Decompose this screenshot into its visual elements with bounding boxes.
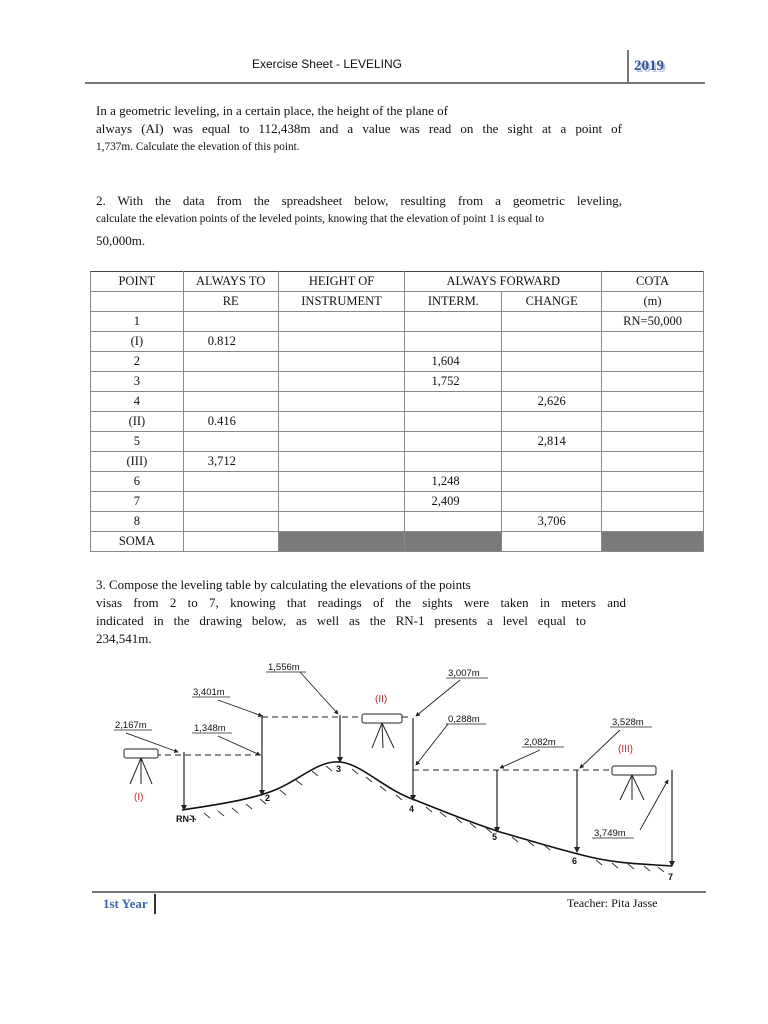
table-cell: 8 <box>91 512 184 532</box>
col-point: POINT <box>91 272 184 292</box>
col-cota-2: (m) <box>602 292 704 312</box>
header-rule <box>85 82 705 84</box>
table-cell <box>278 432 405 452</box>
table-sum-row <box>91 532 704 552</box>
footer-divider <box>154 894 156 914</box>
table-row <box>91 432 704 452</box>
table-cell <box>183 432 278 452</box>
table-cell <box>405 432 502 452</box>
leader-r8 <box>580 730 620 768</box>
reading-label: 0,288m <box>448 714 480 725</box>
col-height-1: HEIGHT OF <box>278 272 405 292</box>
col-backsight-2: RE <box>183 292 278 312</box>
table-row <box>91 392 704 412</box>
reading-label: 3,528m <box>612 717 644 728</box>
table-cell: (II) <box>91 412 184 432</box>
table-cell <box>502 352 602 372</box>
table-cell: 2,626 <box>502 392 602 412</box>
station-label: (II) <box>375 694 388 705</box>
table-row <box>91 492 704 512</box>
point-label: 5 <box>492 832 498 842</box>
table-cell <box>602 492 704 512</box>
exercise-2 <box>96 192 622 250</box>
footer-year: 1st Year <box>103 896 148 911</box>
header-year: 2019 <box>634 58 664 74</box>
reading-label: 2,167m <box>115 720 147 731</box>
table-cell: 1,248 <box>405 472 502 492</box>
table-cell <box>502 472 602 492</box>
table-cell <box>602 372 704 392</box>
table-cell <box>183 472 278 492</box>
table-cell <box>405 452 502 472</box>
leader-r9 <box>640 780 668 830</box>
level-instrument-1 <box>124 749 158 784</box>
footer-rule <box>92 891 706 893</box>
ex3-line2: visas from 2 to 7, knowing that readings of the sights were taken in meters and <box>96 595 626 610</box>
table-cell <box>278 452 405 472</box>
table-cell <box>278 512 405 532</box>
table-cell <box>502 312 602 332</box>
table-cell <box>405 392 502 412</box>
table-row <box>91 312 704 332</box>
col-forward: ALWAYS FORWARD <box>405 272 602 292</box>
table-cell <box>602 452 704 472</box>
leader-r7 <box>500 750 540 768</box>
sum-cell-shaded <box>405 532 502 552</box>
station-label: (III) <box>618 744 633 755</box>
point-label: 6 <box>572 856 578 866</box>
sum-label: SOMA <box>91 532 184 552</box>
table-cell <box>405 332 502 352</box>
ex2-line1: 2. With the data from the spreadsheet below, resulting from a geometric leveling, <box>96 193 622 208</box>
table-row <box>91 472 704 492</box>
footer-teacher: Teacher: Pita Jasse <box>567 896 658 910</box>
table-row <box>91 452 704 472</box>
table-cell <box>183 392 278 412</box>
level-instrument-2 <box>362 714 402 748</box>
table-cell <box>183 312 278 332</box>
leader-r1 <box>300 672 338 714</box>
ex2-line2: calculate the elevation points of the leveled points, knowing that the elevation of point 1 is equal to <box>96 213 544 225</box>
table-row <box>91 352 704 372</box>
point-label: 7 <box>668 872 674 882</box>
col-backsight-1: ALWAYS TO <box>183 272 278 292</box>
table-cell <box>278 492 405 512</box>
table-cell: 1,752 <box>405 372 502 392</box>
table-cell: 4 <box>91 392 184 412</box>
col-height-2: INSTRUMENT <box>278 292 405 312</box>
terrain-hatching <box>190 766 664 872</box>
table-cell: 2,814 <box>502 432 602 452</box>
table-cell <box>602 472 704 492</box>
table-cell: 1 <box>91 312 184 332</box>
table-cell: 0.812 <box>183 332 278 352</box>
reading-label: 2,082m <box>524 737 556 748</box>
table-cell: 2 <box>91 352 184 372</box>
table-cell <box>602 392 704 412</box>
table-cell <box>183 512 278 532</box>
table-cell <box>502 452 602 472</box>
table-cell <box>405 412 502 432</box>
ex1-line2: always (AI) was equal to 112,438m and a value was read on the sight at a point of <box>96 121 622 136</box>
point-label: 4 <box>409 804 415 814</box>
point-label: 3 <box>336 764 342 774</box>
ex3-line3: indicated in the drawing below, as well as the RN-1 presents a level equal to <box>96 613 586 628</box>
table-row <box>91 412 704 432</box>
table-cell <box>278 412 405 432</box>
table-cell: 3,706 <box>502 512 602 532</box>
table-cell: 6 <box>91 472 184 492</box>
col-point-cont <box>91 292 184 312</box>
exercise-3 <box>96 576 626 648</box>
sum-cell-shaded <box>602 532 704 552</box>
table-cell <box>183 372 278 392</box>
table-cell <box>602 412 704 432</box>
reading-label: 1,556m <box>268 662 300 673</box>
col-change: CHANGE <box>502 292 602 312</box>
table-cell: 3 <box>91 372 184 392</box>
leader-r5 <box>416 680 460 716</box>
leader-r2 <box>218 700 262 716</box>
ex1-line1: In a geometric leveling, in a certain place, the height of the plane of <box>96 103 448 118</box>
table-cell <box>502 372 602 392</box>
table-cell <box>405 312 502 332</box>
ex3-line4: 234,541m. <box>96 631 152 646</box>
page-title: Exercise Sheet - LEVELING <box>251 57 403 71</box>
station-label: (I) <box>134 792 144 803</box>
reading-label: 1,348m <box>194 723 226 734</box>
leader-r6 <box>416 724 448 765</box>
header-divider <box>627 50 629 84</box>
reading-label: 3,007m <box>448 668 480 679</box>
sum-cell <box>502 532 602 552</box>
table-cell <box>602 332 704 352</box>
sum-cell <box>183 532 278 552</box>
leveling-table <box>90 271 704 552</box>
reading-label: 3,749m <box>594 828 626 839</box>
col-cota-1: COTA <box>602 272 704 292</box>
table-cell <box>278 392 405 412</box>
table-cell: 7 <box>91 492 184 512</box>
table-cell: RN=50,000 <box>602 312 704 332</box>
table-cell <box>278 332 405 352</box>
table-cell <box>278 352 405 372</box>
table-cell: (I) <box>91 332 184 352</box>
table-row <box>91 372 704 392</box>
table-cell <box>502 492 602 512</box>
table-cell: 1,604 <box>405 352 502 372</box>
table-row <box>91 512 704 532</box>
level-instrument-3 <box>612 766 656 800</box>
table-cell: 5 <box>91 432 184 452</box>
point-label: 2 <box>265 793 271 803</box>
ex1-line3: 1,737m. Calculate the elevation of this point. <box>96 141 300 153</box>
leader-r4 <box>218 736 260 755</box>
table-cell <box>278 312 405 332</box>
ex3-line1: 3. Compose the leveling table by calculating the elevations of the points <box>96 577 471 592</box>
table-cell: 0.416 <box>183 412 278 432</box>
terrain-profile <box>182 762 672 866</box>
table-cell <box>602 512 704 532</box>
leveling-profile-diagram <box>0 655 768 885</box>
table-cell: 2,409 <box>405 492 502 512</box>
col-interm: INTERM. <box>405 292 502 312</box>
table-cell <box>278 472 405 492</box>
table-cell <box>405 512 502 532</box>
table-cell <box>502 332 602 352</box>
table-cell <box>602 352 704 372</box>
table-cell <box>183 352 278 372</box>
rn-label: RN-I <box>176 814 195 824</box>
table-row <box>91 332 704 352</box>
table-cell <box>602 432 704 452</box>
table-cell: 3,712 <box>183 452 278 472</box>
ex2-line3: 50,000m. <box>96 233 146 248</box>
table-cell <box>502 412 602 432</box>
reading-label: 3,401m <box>193 687 225 698</box>
exercise-1 <box>96 102 622 156</box>
table-cell: (III) <box>91 452 184 472</box>
sum-cell-shaded <box>278 532 405 552</box>
table-cell <box>183 492 278 512</box>
table-cell <box>278 372 405 392</box>
